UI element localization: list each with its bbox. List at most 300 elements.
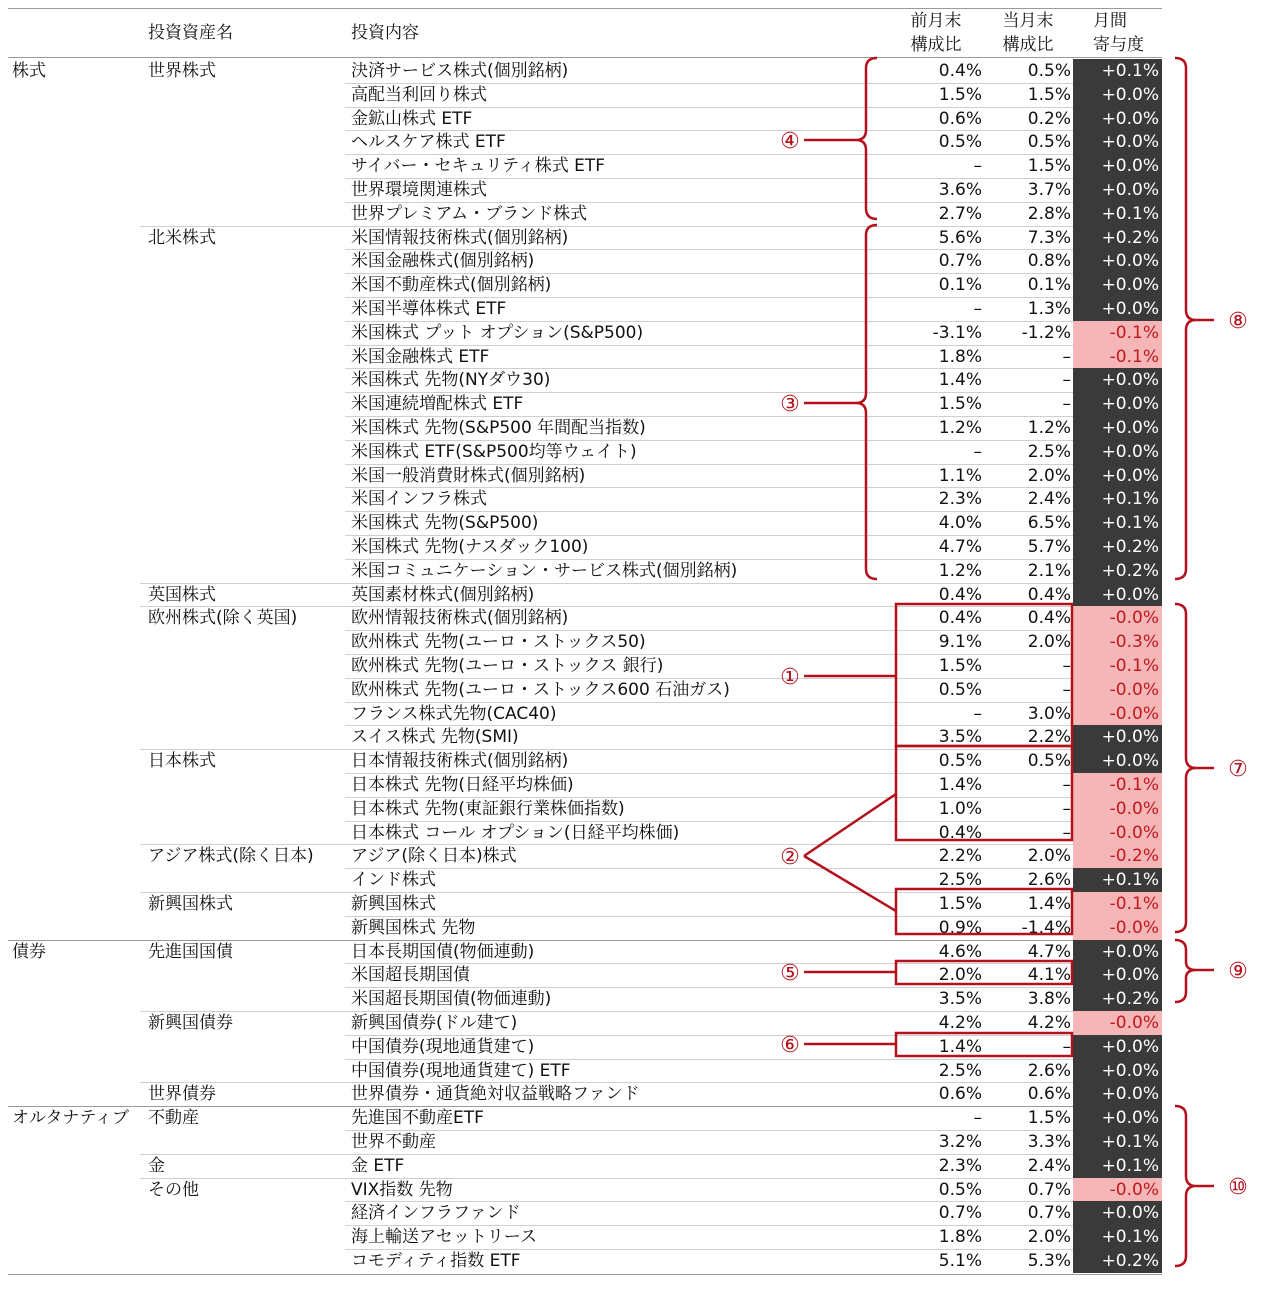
monthly-contribution: -0.0% (1073, 702, 1162, 726)
prev-month-weight: 0.7% (938, 1203, 982, 1224)
table-row (0, 773, 1162, 797)
prev-month-weight: 5.1% (938, 1251, 982, 1271)
current-month-weight: 4.7% (1027, 941, 1071, 962)
table-row (0, 1130, 1162, 1154)
current-month-weight: 1.5% (1027, 1108, 1071, 1129)
current-month-weight: 4.2% (1027, 1013, 1071, 1033)
current-month-weight: 3.8% (1027, 989, 1071, 1010)
monthly-contribution: +0.1% (1073, 1130, 1162, 1154)
investment-content: アジア(除く日本)株式 (351, 846, 517, 867)
prev-month-weight: -3.1% (932, 322, 982, 343)
header-contrib-line2: 寄与度 (1093, 35, 1144, 55)
top-rule (8, 8, 1162, 9)
prev-month-weight: 1.8% (938, 1227, 982, 1248)
asset-category: 株式 (12, 61, 46, 81)
prev-month-weight: 1.1% (938, 465, 982, 486)
investment-content: 欧州情報技術株式(個別銘柄) (351, 608, 569, 629)
current-month-weight: – (1062, 656, 1071, 676)
asset-name: 新興国債券 (148, 1013, 233, 1033)
investment-content: サイバー・セキュリティ株式 ETF (351, 156, 606, 177)
table-row (0, 273, 1162, 297)
current-month-weight: 0.8% (1027, 251, 1071, 272)
table-row (0, 297, 1162, 321)
investment-content: 米国株式 先物(ナスダック100) (351, 537, 589, 557)
monthly-contribution: +0.0% (1073, 1201, 1162, 1225)
prev-month-weight: – (973, 156, 982, 177)
annotation-1: ① (780, 665, 800, 690)
investment-content: 新興国債券(ドル建て) (351, 1013, 518, 1033)
header-cur-line2: 構成比 (1002, 35, 1054, 55)
table-row (0, 178, 1162, 202)
monthly-contribution: -0.1% (1073, 773, 1162, 797)
table-row (0, 487, 1162, 511)
prev-month-weight: 5.6% (938, 227, 982, 248)
current-month-weight: 2.0% (1027, 465, 1071, 486)
monthly-contribution: +0.0% (1073, 297, 1162, 321)
monthly-contribution: +0.0% (1073, 1035, 1162, 1059)
monthly-contribution: -0.3% (1073, 630, 1162, 654)
investment-content: フランス株式先物(CAC40) (351, 703, 557, 724)
investment-content: コモディティ指数 ETF (351, 1251, 521, 1271)
brace-group-8 (1175, 58, 1196, 579)
monthly-contribution: +0.1% (1073, 511, 1162, 535)
prev-month-weight: 2.2% (938, 846, 982, 867)
current-month-weight: 3.7% (1027, 180, 1071, 200)
investment-content: 米国株式 先物(NYダウ30) (351, 370, 551, 391)
table-row (0, 83, 1162, 107)
row-rule (140, 1082, 1073, 1083)
monthly-contribution: +0.0% (1073, 178, 1162, 202)
investment-content: 米国不動産株式(個別銘柄) (351, 275, 552, 296)
row-rule (345, 987, 1073, 988)
current-month-weight: 2.6% (1027, 1060, 1071, 1081)
row-rule (345, 249, 1073, 250)
prev-month-weight: 1.5% (938, 84, 982, 105)
row-rule (345, 654, 1073, 655)
monthly-contribution: +0.2% (1073, 559, 1162, 583)
prev-month-weight: – (973, 1108, 982, 1129)
investment-content: 米国株式 先物(S&P500) (351, 513, 539, 534)
current-month-weight: 2.0% (1027, 846, 1071, 867)
current-month-weight: 3.0% (1027, 703, 1071, 724)
investment-content: 新興国株式 (351, 894, 436, 914)
investment-content: 世界プレミアム・ブランド株式 (351, 203, 588, 224)
current-month-weight: – (1062, 370, 1071, 391)
investment-content: 日本長期国債(物価連動) (351, 941, 535, 962)
current-month-weight: 0.6% (1027, 1084, 1071, 1105)
bottom-rule (8, 1274, 1162, 1275)
asset-name: 北米株式 (148, 227, 216, 248)
investment-content: 米国一般消費財株式(個別銘柄) (351, 465, 586, 486)
current-month-weight: 0.4% (1027, 584, 1071, 605)
row-rule (345, 1130, 1073, 1131)
investment-content: 先進国不動産ETF (351, 1108, 484, 1129)
brace-group-7 (1175, 604, 1196, 932)
table-row (0, 963, 1162, 987)
current-month-weight: 2.6% (1027, 870, 1071, 891)
monthly-contribution: +0.0% (1073, 368, 1162, 392)
table-row (0, 892, 1162, 916)
prev-month-weight: 1.4% (938, 775, 982, 795)
row-rule (345, 725, 1073, 726)
row-rule (345, 1059, 1073, 1060)
monthly-contribution: -0.1% (1073, 654, 1162, 678)
current-month-weight: 2.8% (1027, 203, 1071, 224)
current-month-weight: 2.1% (1027, 560, 1071, 581)
investment-content: 金鉱山株式 ETF (351, 108, 473, 129)
annotation-5: ⑤ (780, 961, 800, 986)
monthly-contribution: +0.0% (1073, 963, 1162, 987)
row-rule (140, 749, 1073, 750)
current-month-weight: 4.1% (1027, 965, 1071, 986)
investment-content: 世界不動産 (351, 1132, 436, 1152)
table-row (0, 1225, 1162, 1249)
investment-content: スイス株式 先物(SMI) (351, 727, 519, 748)
header-content: 投資内容 (351, 23, 419, 43)
row-rule (345, 345, 1073, 346)
row-rule (345, 1225, 1073, 1226)
row-rule (345, 440, 1073, 441)
monthly-contribution: +0.0% (1073, 440, 1162, 464)
current-month-weight: 1.3% (1027, 299, 1071, 319)
current-month-weight: 0.1% (1027, 275, 1071, 296)
prev-month-weight: 0.7% (938, 251, 982, 272)
investment-content: 世界環境関連株式 (351, 180, 487, 200)
prev-month-weight: 0.5% (938, 679, 982, 700)
table-row (0, 321, 1162, 345)
current-month-weight: 1.2% (1027, 418, 1071, 438)
investment-content: 経済インフラファンド (351, 1203, 521, 1224)
row-rule (345, 1201, 1073, 1202)
current-month-weight: 1.5% (1027, 156, 1071, 177)
current-month-weight: -1.2% (1021, 322, 1071, 343)
prev-month-weight: 4.6% (938, 941, 982, 962)
investment-content: 英国素材株式(個別銘柄) (351, 584, 535, 605)
row-rule (140, 892, 1073, 893)
prev-month-weight: 1.4% (938, 370, 982, 391)
investment-content: 米国コミュニケーション・サービス株式(個別銘柄) (351, 560, 738, 581)
row-rule (345, 630, 1073, 631)
prev-month-weight: 0.4% (938, 61, 982, 81)
investment-content: 金 ETF (351, 1155, 405, 1176)
prev-month-weight: 3.2% (938, 1132, 982, 1152)
investment-content: 中国債券(現地通貨建て) ETF (351, 1060, 571, 1081)
row-rule (140, 1011, 1073, 1012)
prev-month-weight: 4.2% (938, 1013, 982, 1033)
current-month-weight: 2.2% (1027, 727, 1071, 748)
annotation-9: ⑨ (1228, 959, 1248, 984)
prev-month-weight: 1.8% (938, 346, 982, 367)
current-month-weight: 1.4% (1027, 894, 1071, 914)
prev-month-weight: 3.6% (938, 180, 982, 200)
table-row (0, 392, 1162, 416)
monthly-contribution: -0.1% (1073, 345, 1162, 369)
table-row (0, 535, 1162, 559)
asset-category: オルタナティブ (12, 1108, 129, 1129)
monthly-contribution: +0.0% (1073, 130, 1162, 154)
investment-content: 米国株式 先物(S&P500 年間配当指数) (351, 418, 646, 438)
current-month-weight: 2.0% (1027, 1227, 1071, 1248)
row-rule (345, 773, 1073, 774)
brace-group-10 (1175, 1106, 1196, 1266)
prev-month-weight: 4.7% (938, 537, 982, 557)
table-row (0, 678, 1162, 702)
row-rule (345, 368, 1073, 369)
table-row (0, 464, 1162, 488)
current-month-weight: – (1062, 1036, 1071, 1057)
prev-month-weight: 3.5% (938, 727, 982, 748)
brace-group-9 (1175, 940, 1196, 1002)
monthly-contribution: +0.1% (1073, 59, 1162, 83)
investment-content: 米国半導体株式 ETF (351, 299, 507, 319)
table-row (0, 821, 1162, 845)
table-row (0, 107, 1162, 131)
investment-content: 米国株式 プット オプション(S&P500) (351, 322, 644, 343)
investment-content: 日本株式 先物(東証銀行業株価指数) (351, 798, 625, 819)
prev-month-weight: 2.5% (938, 1060, 982, 1081)
prev-month-weight: 0.5% (938, 132, 982, 153)
prev-month-weight: 0.4% (938, 608, 982, 629)
row-rule (345, 487, 1073, 488)
row-rule (8, 940, 1073, 941)
investment-content: 世界債券・通貨絶対収益戦略ファンド (351, 1084, 640, 1105)
monthly-contribution: +0.0% (1073, 1082, 1162, 1106)
monthly-contribution: -0.0% (1073, 821, 1162, 845)
current-month-weight: 0.7% (1027, 1179, 1071, 1200)
prev-month-weight: – (973, 703, 982, 724)
current-month-weight: – (1062, 775, 1071, 795)
monthly-contribution: +0.0% (1073, 464, 1162, 488)
table-row (0, 1106, 1162, 1130)
table-row (0, 249, 1162, 273)
monthly-contribution: +0.0% (1073, 154, 1162, 178)
current-month-weight: 7.3% (1027, 227, 1071, 248)
monthly-contribution: +0.1% (1073, 1154, 1162, 1178)
investment-content: 米国金融株式 ETF (351, 346, 490, 367)
prev-month-weight: 4.0% (938, 513, 982, 534)
row-rule (140, 844, 1073, 845)
row-rule (140, 1154, 1073, 1155)
prev-month-weight: 1.0% (938, 798, 982, 819)
table-row (0, 1201, 1162, 1225)
prev-month-weight: – (973, 299, 982, 319)
table-row (0, 702, 1162, 726)
table-row (0, 440, 1162, 464)
investment-content: VIX指数 先物 (351, 1179, 453, 1200)
monthly-contribution: +0.1% (1073, 202, 1162, 226)
row-rule (345, 1035, 1073, 1036)
asset-name: 先進国国債 (148, 941, 233, 962)
monthly-contribution: +0.1% (1073, 868, 1162, 892)
annotation-7: ⑦ (1228, 757, 1248, 782)
table-row (0, 654, 1162, 678)
table-row (0, 844, 1162, 868)
prev-month-weight: 0.9% (938, 917, 982, 938)
row-rule (345, 297, 1073, 298)
annotation-4: ④ (780, 129, 800, 154)
asset-name: 金 (148, 1155, 165, 1176)
current-month-weight: 5.3% (1027, 1251, 1071, 1271)
asset-name: その他 (148, 1179, 199, 1200)
asset-name: 世界債券 (148, 1084, 216, 1105)
prev-month-weight: 2.5% (938, 870, 982, 891)
row-rule (140, 606, 1073, 607)
table-row (0, 1249, 1162, 1273)
header-rule (8, 57, 1162, 58)
monthly-contribution: +0.0% (1073, 1106, 1162, 1130)
prev-month-weight: 3.5% (938, 989, 982, 1010)
header-prev-line1: 前月末 (910, 11, 962, 31)
monthly-contribution: +0.0% (1073, 749, 1162, 773)
row-rule (345, 916, 1073, 917)
table-row (0, 559, 1162, 583)
monthly-contribution: +0.0% (1073, 273, 1162, 297)
row-rule (345, 416, 1073, 417)
prev-month-weight: 0.4% (938, 822, 982, 843)
prev-month-weight: 2.7% (938, 203, 982, 224)
row-rule (345, 821, 1073, 822)
investment-content: 米国株式 ETF(S&P500均等ウェイト) (351, 441, 637, 462)
investment-content: 欧州株式 先物(ユーロ・ストックス 銀行) (351, 656, 664, 676)
monthly-contribution: +0.1% (1073, 1225, 1162, 1249)
row-rule (345, 392, 1073, 393)
current-month-weight: 0.5% (1027, 751, 1071, 772)
monthly-contribution: +0.0% (1073, 583, 1162, 607)
header-cur-line1: 当月末 (1002, 11, 1054, 31)
row-rule (345, 273, 1073, 274)
asset-name: 不動産 (148, 1108, 199, 1129)
monthly-contribution: -0.0% (1073, 916, 1162, 940)
row-rule (345, 559, 1073, 560)
table-row (0, 1178, 1162, 1202)
table-row (0, 130, 1162, 154)
current-month-weight: 6.5% (1027, 513, 1071, 534)
prev-month-weight: 0.5% (938, 1179, 982, 1200)
row-rule (345, 868, 1073, 869)
table-row (0, 59, 1162, 83)
monthly-contribution: -0.0% (1073, 1178, 1162, 1202)
investment-content: 海上輸送アセットリース (351, 1227, 537, 1248)
header-contrib-line1: 月間 (1093, 11, 1127, 31)
monthly-contribution: -0.0% (1073, 678, 1162, 702)
table-row (0, 725, 1162, 749)
table-row (0, 583, 1162, 607)
monthly-contribution: +0.0% (1073, 940, 1162, 964)
prev-month-weight: 1.4% (938, 1036, 982, 1057)
row-rule (345, 321, 1073, 322)
monthly-contribution: +0.0% (1073, 1059, 1162, 1083)
investment-content: ヘルスケア株式 ETF (351, 132, 506, 153)
monthly-contribution: +0.2% (1073, 226, 1162, 250)
monthly-contribution: +0.2% (1073, 1249, 1162, 1273)
current-month-weight: 2.5% (1027, 441, 1071, 462)
table-row (0, 226, 1162, 250)
current-month-weight: – (1062, 346, 1071, 367)
table-row (0, 868, 1162, 892)
table-row (0, 1011, 1162, 1035)
row-rule (345, 154, 1073, 155)
prev-month-weight: 1.2% (938, 560, 982, 581)
asset-name: アジア株式(除く日本) (148, 846, 314, 867)
monthly-contribution: +0.0% (1073, 392, 1162, 416)
table-row (0, 987, 1162, 1011)
header-asset-name: 投資資産名 (148, 23, 233, 43)
current-month-weight: 0.2% (1027, 108, 1071, 129)
row-rule (140, 226, 1073, 227)
header-prev-line2: 構成比 (910, 35, 962, 55)
prev-month-weight: 9.1% (938, 632, 982, 653)
monthly-contribution: -0.0% (1073, 606, 1162, 630)
row-rule (345, 678, 1073, 679)
row-rule (345, 963, 1073, 964)
prev-month-weight: 2.3% (938, 1155, 982, 1176)
monthly-contribution: +0.0% (1073, 725, 1162, 749)
prev-month-weight: 1.5% (938, 394, 982, 415)
current-month-weight: – (1062, 822, 1071, 843)
row-rule (345, 702, 1073, 703)
current-month-weight: 0.4% (1027, 608, 1071, 629)
row-rule (345, 107, 1073, 108)
annotation-2: ② (780, 845, 800, 870)
prev-month-weight: 0.6% (938, 1084, 982, 1105)
current-month-weight: – (1062, 679, 1071, 700)
annotation-8: ⑧ (1228, 309, 1248, 334)
table-row (0, 1082, 1162, 1106)
row-rule (345, 1249, 1073, 1250)
current-month-weight: 5.7% (1027, 537, 1071, 557)
prev-month-weight: 1.5% (938, 894, 982, 914)
prev-month-weight: 0.1% (938, 275, 982, 296)
prev-month-weight: 0.6% (938, 108, 982, 129)
table-row (0, 940, 1162, 964)
annotation-6: ⑥ (780, 1033, 800, 1058)
investment-content: 決済サービス株式(個別銘柄) (351, 61, 569, 81)
current-month-weight: 2.4% (1027, 1155, 1071, 1176)
asset-name: 新興国株式 (148, 894, 233, 914)
monthly-contribution: +0.1% (1073, 487, 1162, 511)
investment-content: 日本株式 先物(日経平均株価) (351, 775, 574, 795)
monthly-contribution: +0.0% (1073, 107, 1162, 131)
investment-content: 日本情報技術株式(個別銘柄) (351, 751, 569, 772)
investment-content: 日本株式 コール オプション(日経平均株価) (351, 822, 680, 843)
row-rule (345, 202, 1073, 203)
prev-month-weight: 0.4% (938, 584, 982, 605)
monthly-contribution: +0.2% (1073, 987, 1162, 1011)
current-month-weight: 0.7% (1027, 1203, 1071, 1224)
prev-month-weight: 2.3% (938, 489, 982, 510)
current-month-weight: 0.5% (1027, 61, 1071, 81)
current-month-weight: 2.0% (1027, 632, 1071, 653)
row-rule (345, 797, 1073, 798)
annotation-3: ③ (780, 392, 800, 417)
current-month-weight: – (1062, 798, 1071, 819)
current-month-weight: 0.5% (1027, 132, 1071, 153)
row-rule (345, 178, 1073, 179)
investment-content: 米国超長期国債(物価連動) (351, 989, 552, 1010)
prev-month-weight: – (973, 441, 982, 462)
investment-content: 高配当利回り株式 (351, 84, 487, 105)
investment-content: 米国情報技術株式(個別銘柄) (351, 227, 569, 248)
monthly-contribution: -0.1% (1073, 321, 1162, 345)
table-row (0, 749, 1162, 773)
table-row (0, 345, 1162, 369)
prev-month-weight: 0.5% (938, 751, 982, 772)
investment-content: 米国連続増配株式 ETF (351, 394, 524, 415)
table-row (0, 154, 1162, 178)
asset-name: 世界株式 (148, 61, 216, 81)
table-row (0, 1059, 1162, 1083)
row-rule (345, 464, 1073, 465)
